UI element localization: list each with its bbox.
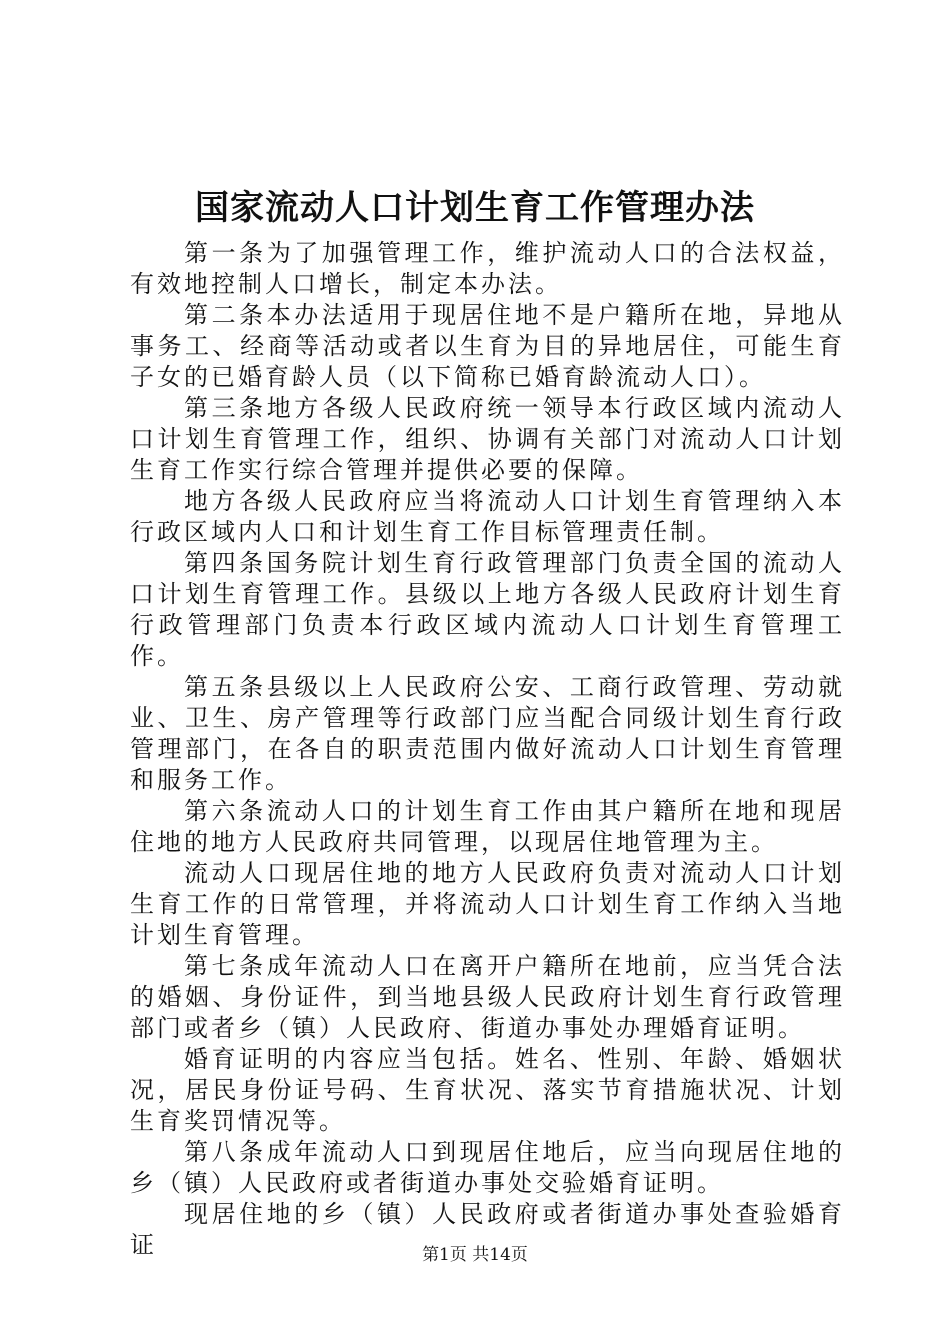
paragraph: 现居住地的乡（镇）人民政府或者街道办事处查验婚育证	[130, 1200, 845, 1259]
paragraph: 地方各级人民政府应当将流动人口计划生育管理纳入本行政区域内人口和计划生育工作目标管理责任制。	[130, 487, 845, 546]
paragraph: 第五条县级以上人民政府公安、工商行政管理、劳动就业、卫生、房产管理等行政部门应当配合同级计划生育行政管理部门，在各自的职责范围内做好流动人口计划生育管理和服务工作。	[130, 673, 845, 794]
paragraph: 第七条成年流动人口在离开户籍所在地前，应当凭合法的婚姻、身份证件，到当地县级人民政府计划生育行政管理部门或者乡（镇）人民政府、街道办事处办理婚育证明。	[130, 952, 845, 1042]
paragraph: 第一条为了加强管理工作，维护流动人口的合法权益，有效地控制人口增长，制定本办法。	[130, 239, 845, 298]
paragraph: 第八条成年流动人口到现居住地后，应当向现居住地的乡（镇）人民政府或者街道办事处交验婚育证明。	[130, 1138, 845, 1197]
document-title: 国家流动人口计划生育工作管理办法	[195, 188, 755, 228]
paragraph: 流动人口现居住地的地方人民政府负责对流动人口计划生育工作的日常管理，并将流动人口计划生育工作纳入当地计划生育管理。	[130, 859, 845, 949]
paragraph: 第四条国务院计划生育行政管理部门负责全国的流动人口计划生育管理工作。县级以上地方各级人民政府计划生育行政管理部门负责本行政区域内流动人口计划生育管理工作。	[130, 549, 845, 670]
document-body	[130, 238, 845, 1261]
paragraph: 婚育证明的内容应当包括。姓名、性别、年龄、婚姻状况，居民身份证号码、生育状况、落实节育措施状况、计划生育奖罚情况等。	[130, 1045, 845, 1135]
paragraph: 第二条本办法适用于现居住地不是户籍所在地，异地从事务工、经商等活动或者以生育为目的异地居住，可能生育子女的已婚育龄人员（以下简称已婚育龄流动人口）。	[130, 301, 845, 391]
paragraph: 第六条流动人口的计划生育工作由其户籍所在地和现居住地的地方人民政府共同管理，以现居住地管理为主。	[130, 797, 845, 856]
page-number-footer: 第1页 共14页	[422, 1245, 528, 1265]
paragraph: 第三条地方各级人民政府统一领导本行政区域内流动人口计划生育管理工作，组织、协调有关部门对流动人口计划生育工作实行综合管理并提供必要的保障。	[130, 394, 845, 484]
